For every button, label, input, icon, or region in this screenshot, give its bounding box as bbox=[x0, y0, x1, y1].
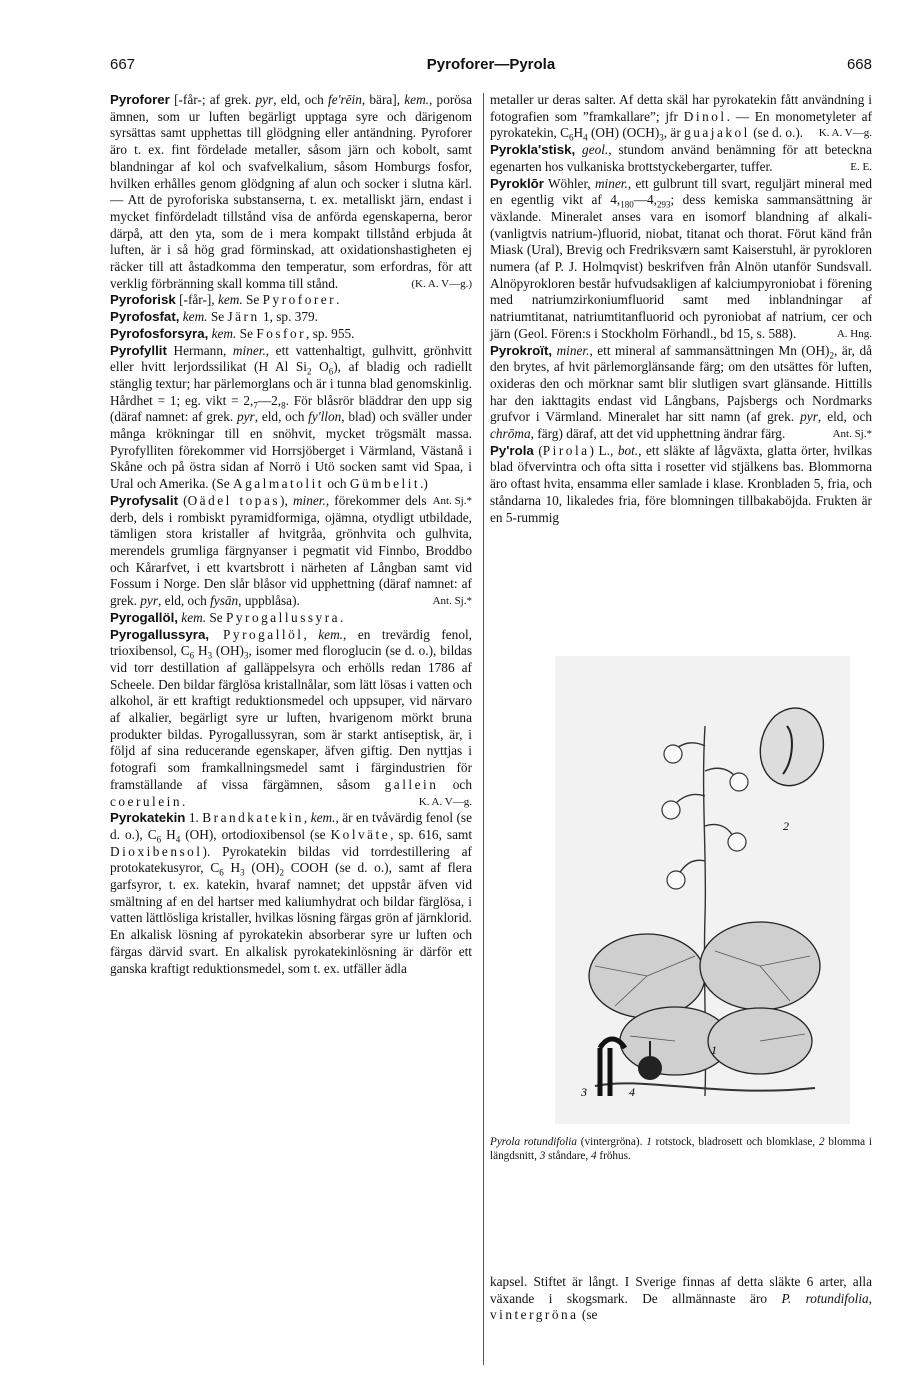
right-column bbox=[490, 92, 872, 526]
figure-caption: Pyrola rotundifolia (vintergröna). 1 rotstock, bladrosett och blomklase, 2 blomma i längdsnitt, 3 ståndare, 4 fröhus. bbox=[490, 1136, 872, 1162]
pyrola-illustration bbox=[555, 656, 850, 1124]
figure-label-3: 3 bbox=[581, 1085, 587, 1099]
headword: Pyroforisk bbox=[110, 292, 176, 308]
entry-pyroforisk: Pyroforisk [-får-], kem. Se Pyroforer. bbox=[110, 292, 340, 308]
page-number-left: 667 bbox=[110, 56, 136, 73]
page-header bbox=[110, 50, 872, 76]
page-number-right: 668 bbox=[846, 56, 872, 73]
author-signature: Ant. Sj.* bbox=[832, 428, 872, 441]
cross-reference: Pyrogallussyra bbox=[226, 609, 341, 625]
headword: Pyrogallussyra, bbox=[110, 626, 210, 642]
cross-reference: Dinol bbox=[683, 108, 727, 124]
author-signature: K. A. V—g. bbox=[418, 795, 472, 808]
column-divider bbox=[483, 93, 484, 1365]
right-column-bottom bbox=[490, 1274, 872, 1324]
cross-reference: Fosfor bbox=[256, 325, 307, 341]
cross-reference: Dioxibensol bbox=[110, 843, 203, 859]
figure-label-2: 2 bbox=[783, 819, 789, 833]
entry-pyrola-continued: kapsel. Stiftet är långt. I Sverige finnas af detta släkte 6 arter, alla växande i skogsmark. De allmännaste äro P. rotundifolia, vintergröna (se bbox=[490, 1274, 872, 1323]
entry-pyroklastisk: Pyrokla'stisk, geol., stundom använd benämning för att beteckna egenarten hos vulkaniska brottstyckebergarter, tuffer. E. E. bbox=[490, 142, 872, 174]
author-signature: K. A. V—g. bbox=[818, 127, 872, 140]
entry-pyroforer: Pyroforer [-får-; af grek. pyr, eld, och fe'rēin, bära], kem., porösa ämnen, som ur luften begärligt upptaga syre och därigenom syrsättas samt upphettas till glödgning eller antändning. Pyroforer äro t. ex. fint fördelade metaller, såsom järn och kobolt, samt blandningar af kol och svafvelkalium, såsom Homburgs fosfor, hvilken erhålles genom glödgning af alun och socker i slutna kärl. — Att de pyroforiska substanserna, t. ex. metalliskt järn, endast i mycket finfördeladt tillstånd visa de anförda egenskaperna, beror därpå, att den yta, som de i mera kompakt tillstånd erbjuda åt luften, är i så hög grad förminskad, att oxidationshastigheten ej räcker till att åstadkomma den temperatur, som erfordras, för att verklig förbränning skall komma till stånd. (K. A. V—g.) bbox=[110, 92, 472, 291]
entry-pyrofysalit: Pyrofysalit (Oädel topas), miner., förekommer dels derb, dels i rombiskt pyramidformiga, ojämna, otydligt utbildade, tämligen stora kristaller af hvitgråa, grönhvita och gulhvita, merendels grumliga färgnyanser i pegmatit vid Finnbo, Broddbo och Kårarfvet, i ett kvartsbrott i närheten af Långban samt vid Fossum i Norge. Den slår blåsor vid upphettning (däraf namnet: af grek. pyr, eld, och fysān, uppblåsa). Ant. Sj.* bbox=[110, 492, 472, 609]
cross-reference: Kolväte bbox=[330, 826, 391, 842]
entry-pyrokroit: Pyrokroït, miner., ett mineral af sammansättningen Mn $(OH)_2$, är, då den brytes, af hvit pärlemorglänsande färg; om den utsättes för luften, oxideras den och mörknar samt blir slutligen svart glänsande. Hittills har den iakttagits endast vid Långbans, Pajsbergs och Nordmarks grufvor i Värmland. Mineralet har sitt namn (af grek. pyr, eld, och chrōma, färg) däraf, att det vid upphettning ändrar färg. Ant. Sj.* bbox=[490, 342, 872, 442]
cross-reference: Järn bbox=[227, 309, 260, 325]
cross-reference: guajakol bbox=[684, 125, 750, 141]
headword: Py'rola bbox=[490, 442, 534, 458]
cross-reference: Agalmatolit bbox=[232, 476, 324, 492]
entry-pyrofyllit: Pyrofyllit Hermann, miner., ett vattenhaltigt, gulhvitt, grönhvitt eller hvitt lerjordssilikat (H Al $Si_2$ $O_6$), af bladig och radiellt stänglig textur; har pärlemorglans och är i tunna blad genomskinlig. Hårdhet = 1; eg. vikt = $2,_7—2,_8$. För blåsrör bläddrar den upp sig (däraf namnet: af grek. pyr, eld, och fy'llon, blad) och sväller under många krökningar till en snöhvit, mycket trögsmält massa. Pyrofylliten förekommer vid Horrsjöberget i Värmland, Västanå i Skåne och på östra sidan af Norrö i Utö socken samt vid Spaa, i Ural och Amerika. (Se Agalmatolit och Gümbelit.) Ant. Sj.* bbox=[110, 343, 472, 493]
cross-reference: Pyrogallöl bbox=[209, 626, 304, 642]
running-title: Pyroforer—Pyrola bbox=[426, 56, 556, 73]
entry-pyrogallussyra: Pyrogallussyra, Pyrogallöl, kem., en trevärdig fenol, trioxibensol, $C_6$ $H_3$ $(OH)_3$, isomer med floroglucin (se d. o.), bildas vid torr destillation af galläppelsyra och erhölls redan 1786 af Scheele. Den bildar färglösa kristallnålar, som lätt lösas i vatten och alkohol, är ett kraftigt reduktionsmedel och uppsuper, vid närvaro af alkalier, begärligt syre ur luften, hvarigenom mörkt bruna produkter bildas. Pyrogallussyran, som är starkt antiseptisk, är, i följd af sina reducerande egenskaper, äfven giftig. Den nyttjas i fotografi som framkallningsmedel samt i färgindustrien för framställande af vissa färgämnen, såsom gallein och coerulein. K. A. V—g. bbox=[110, 626, 472, 809]
author-signature: Ant. Sj.* bbox=[432, 595, 472, 608]
cross-reference: Pirola bbox=[542, 442, 590, 458]
cross-reference: gallein bbox=[384, 776, 439, 792]
entry-pyrofosforsyra: Pyrofosforsyra, kem. Se Fosfor, sp. 955. bbox=[110, 325, 355, 341]
entry-pyroklor: Pyroklōr Wöhler, miner., ett gulbrunt till svart, reguljärt mineral med en egentlig vikt af $4,_{180}—4,_{293}$; dess kemiska sammansättning är växlande. Mineralet anses vara en isomorf blandning af alkali-(vanligtvis natrium-)fluorid, niobat, titanat och thorat. Förut känd från Miask (Ural), Brevig och Fredriksværn samt Kaiserstuhl, är pyrokloren numera (af P. J. Holmqvist) beskrifven från Alnön utanför Sundsvall. Alnöpyrokloren består hufvudsakligen af kalciumpyroniobat i förening med natriumzirkoniumfluorid samt med inblandningar af natriumtitanat, natriumtitanfluorid och pyroniobat af natrium, cer och järn (Geol. Fören:s i Stockholm Förhandl., bd 15, s. 588). A. Hng. bbox=[490, 175, 872, 341]
figure-label-1: 1 bbox=[711, 1043, 717, 1057]
figure-label-4: 4 bbox=[629, 1085, 635, 1099]
entry-pyrofosfat: Pyrofosfat, kem. Se Järn 1, sp. 379. bbox=[110, 309, 318, 325]
headword: Pyroforer bbox=[110, 92, 170, 107]
headword: Pyrokroït, bbox=[490, 342, 553, 358]
author-signature: Ant. Sj.* bbox=[432, 494, 472, 507]
entry-pyrokatekin-continued: metaller ur deras salter. Af detta skäl har pyrokatekin fått användning i fotografien som ”framkallare”; jfr Dinol. — En monometyleter af pyrokatekin, $C_6H_4$ (OH) $(OCH)_3$, är guajakol (se d. o.). K. A. V—g. bbox=[490, 92, 872, 144]
cross-reference: coerulein bbox=[110, 793, 182, 809]
plant-drawing bbox=[555, 656, 850, 1124]
headword: Pyrokla'stisk, bbox=[490, 142, 576, 158]
headword: Pyrofosfat, bbox=[110, 309, 180, 325]
cross-reference: Oädel topas bbox=[187, 492, 281, 508]
headword: Pyrofyllit bbox=[110, 342, 167, 358]
author-signature: A. Hng. bbox=[836, 327, 872, 340]
headword: Pyrokatekin bbox=[110, 810, 186, 826]
cross-reference: Pyroforer bbox=[262, 292, 337, 308]
headword: Pyrofysalit bbox=[110, 492, 178, 508]
cross-reference: Gümbelit bbox=[349, 476, 421, 492]
headword: Pyroklōr bbox=[490, 175, 544, 191]
author-signature: E. E. bbox=[850, 160, 872, 173]
entry-pyrola: Py'rola (Pirola) L., bot., ett släkte af lågväxta, glatta örter, hvilkas blad öfvervintra och ofta sitta i rosetter vid stjälkens bas. Blommorna äro oftast hvita, ensamma eller samlade i klase. Kronbladen 5, fria, och ståndarna 10, likaledes fria, före blomningen tillbakaböjda. Frukten är en 5-rummig bbox=[490, 442, 872, 525]
headword: Pyrofosforsyra, bbox=[110, 325, 209, 341]
entry-pyrokatekin: Pyrokatekin 1. Brandkatekin, kem., är en tvåvärdig fenol (se d. o.), $C_6$ $H_4$ (OH), ortodioxibensol (se Kolväte, sp. 616, samt Dioxibensol). Pyrokatekin bildas vid torrdestillering af protokatekusyror, $C_6$ $H_3$ $(OH)_2$ COOH (se d. o.), samt af flera garfsyror, t. ex. katekin, hvaraf namnet; det uppstår äfven vid smältning af en del hartser med kaliumhydrat och bildar färglösa, i vatten lättlösliga kristaller, hvilkas lösning färgas grön af järnklorid. En alkalisk lösning af pyrokatekin absorberar syre ur luften och färgas därvid svart. En alkalisk pyrokatekinlösning är därför ett ganska kraftigt reduktionsmedel, som t. ex. utfäller ädla bbox=[110, 810, 473, 976]
cross-reference: vintergröna bbox=[490, 1307, 579, 1323]
headword: Pyrogallöl, bbox=[110, 609, 178, 625]
cross-reference: Brandkatekin bbox=[202, 810, 304, 826]
entry-pyrogallol: Pyrogallöl, kem. Se Pyrogallussyra. bbox=[110, 609, 344, 625]
left-column bbox=[110, 92, 472, 977]
author-signature: (K. A. V—g.) bbox=[411, 277, 472, 290]
